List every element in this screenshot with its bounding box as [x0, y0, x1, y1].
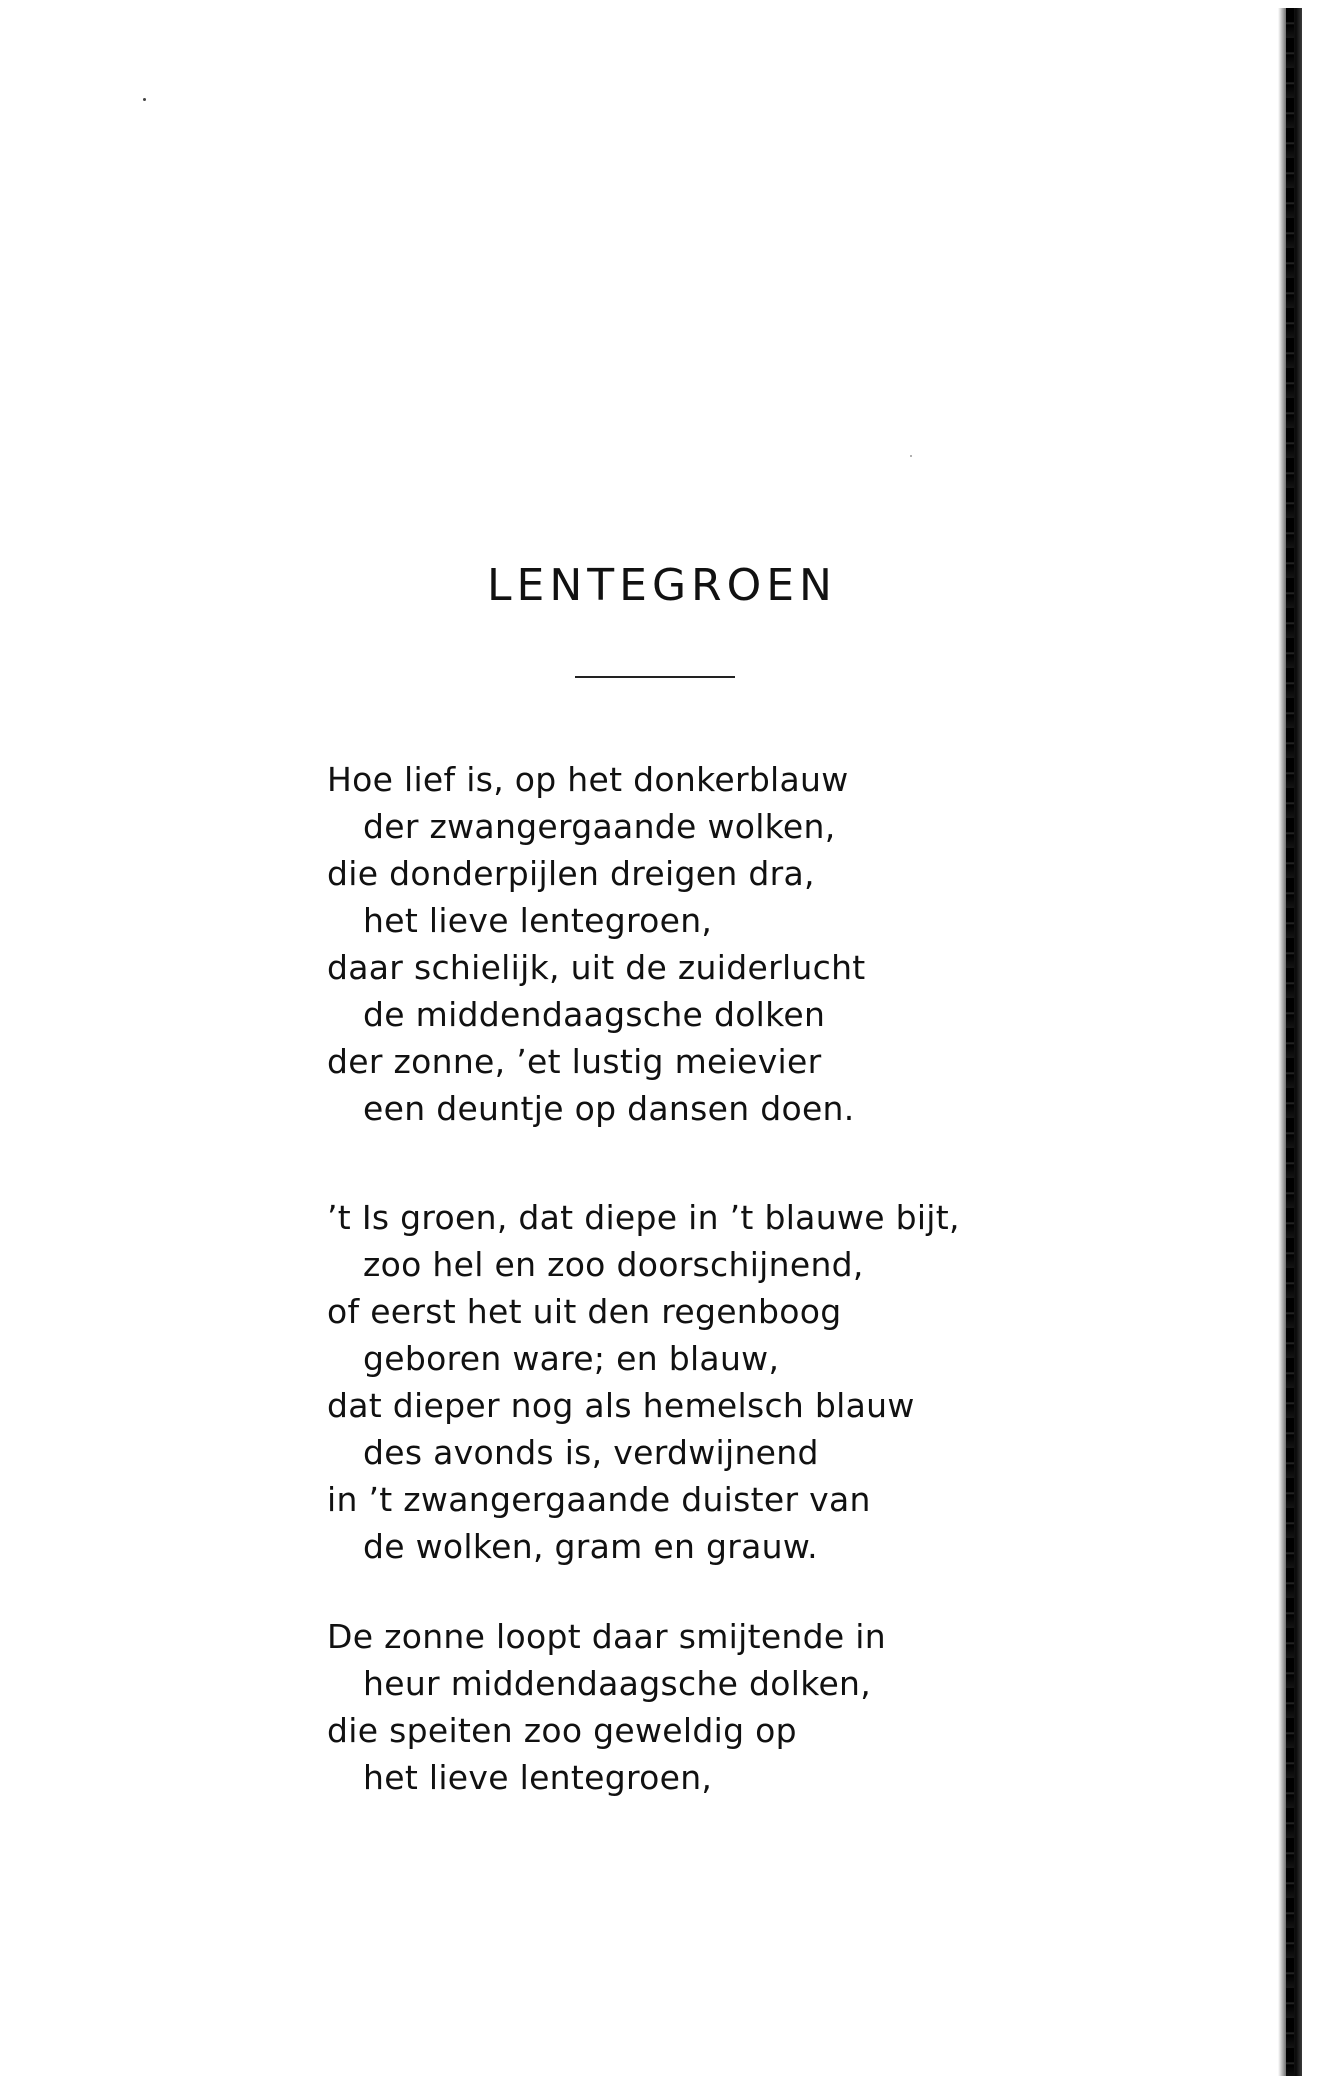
- poem-line: daar schielijk, uit de zuiderlucht: [327, 948, 866, 987]
- poem-line: ’t Is groen, dat diepe in ’t blauwe bijt,: [327, 1198, 960, 1237]
- ink-speck: [143, 98, 146, 101]
- poem-line: der zonne, ’et lustig meievier: [327, 1042, 822, 1081]
- poem-line: geboren ware; en blauw,: [363, 1339, 780, 1378]
- title-divider: [575, 676, 735, 678]
- stanza-2: [327, 1194, 1027, 1570]
- poem-line: des avonds is, verdwijnend: [363, 1433, 819, 1472]
- poem-line: Hoe lief is, op het donkerblauw: [327, 760, 849, 799]
- stanza-1: [327, 756, 1027, 1132]
- poem-line: een deuntje op dansen doen.: [363, 1089, 855, 1128]
- poem-line: de wolken, gram en grauw.: [363, 1527, 818, 1566]
- poem-line: in ’t zwangergaande duister van: [327, 1480, 871, 1519]
- poem-line: het lieve lentegroen,: [363, 901, 713, 940]
- poem-line: de middendaagsche dolken: [363, 995, 826, 1034]
- poem-line: zoo hel en zoo doorschijnend,: [363, 1245, 864, 1284]
- poem-line: die donderpijlen dreigen dra,: [327, 854, 815, 893]
- book-binding-shadow: [1286, 8, 1294, 2076]
- poem-line: of eerst het uit den regenboog: [327, 1292, 842, 1331]
- ink-speck: [910, 455, 912, 457]
- poem-line: het lieve lentegroen,: [363, 1758, 713, 1797]
- poem-line: heur middendaagsche dolken,: [363, 1664, 872, 1703]
- poem-line: die speiten zoo geweldig op: [327, 1711, 797, 1750]
- poem-title: LENTEGROEN: [487, 560, 837, 611]
- poem-line: der zwangergaande wolken,: [363, 807, 836, 846]
- poem-line: dat dieper nog als hemelsch blauw: [327, 1386, 915, 1425]
- poem-line: De zonne loopt daar smijtende in: [327, 1617, 886, 1656]
- stanza-3: [327, 1613, 1027, 1801]
